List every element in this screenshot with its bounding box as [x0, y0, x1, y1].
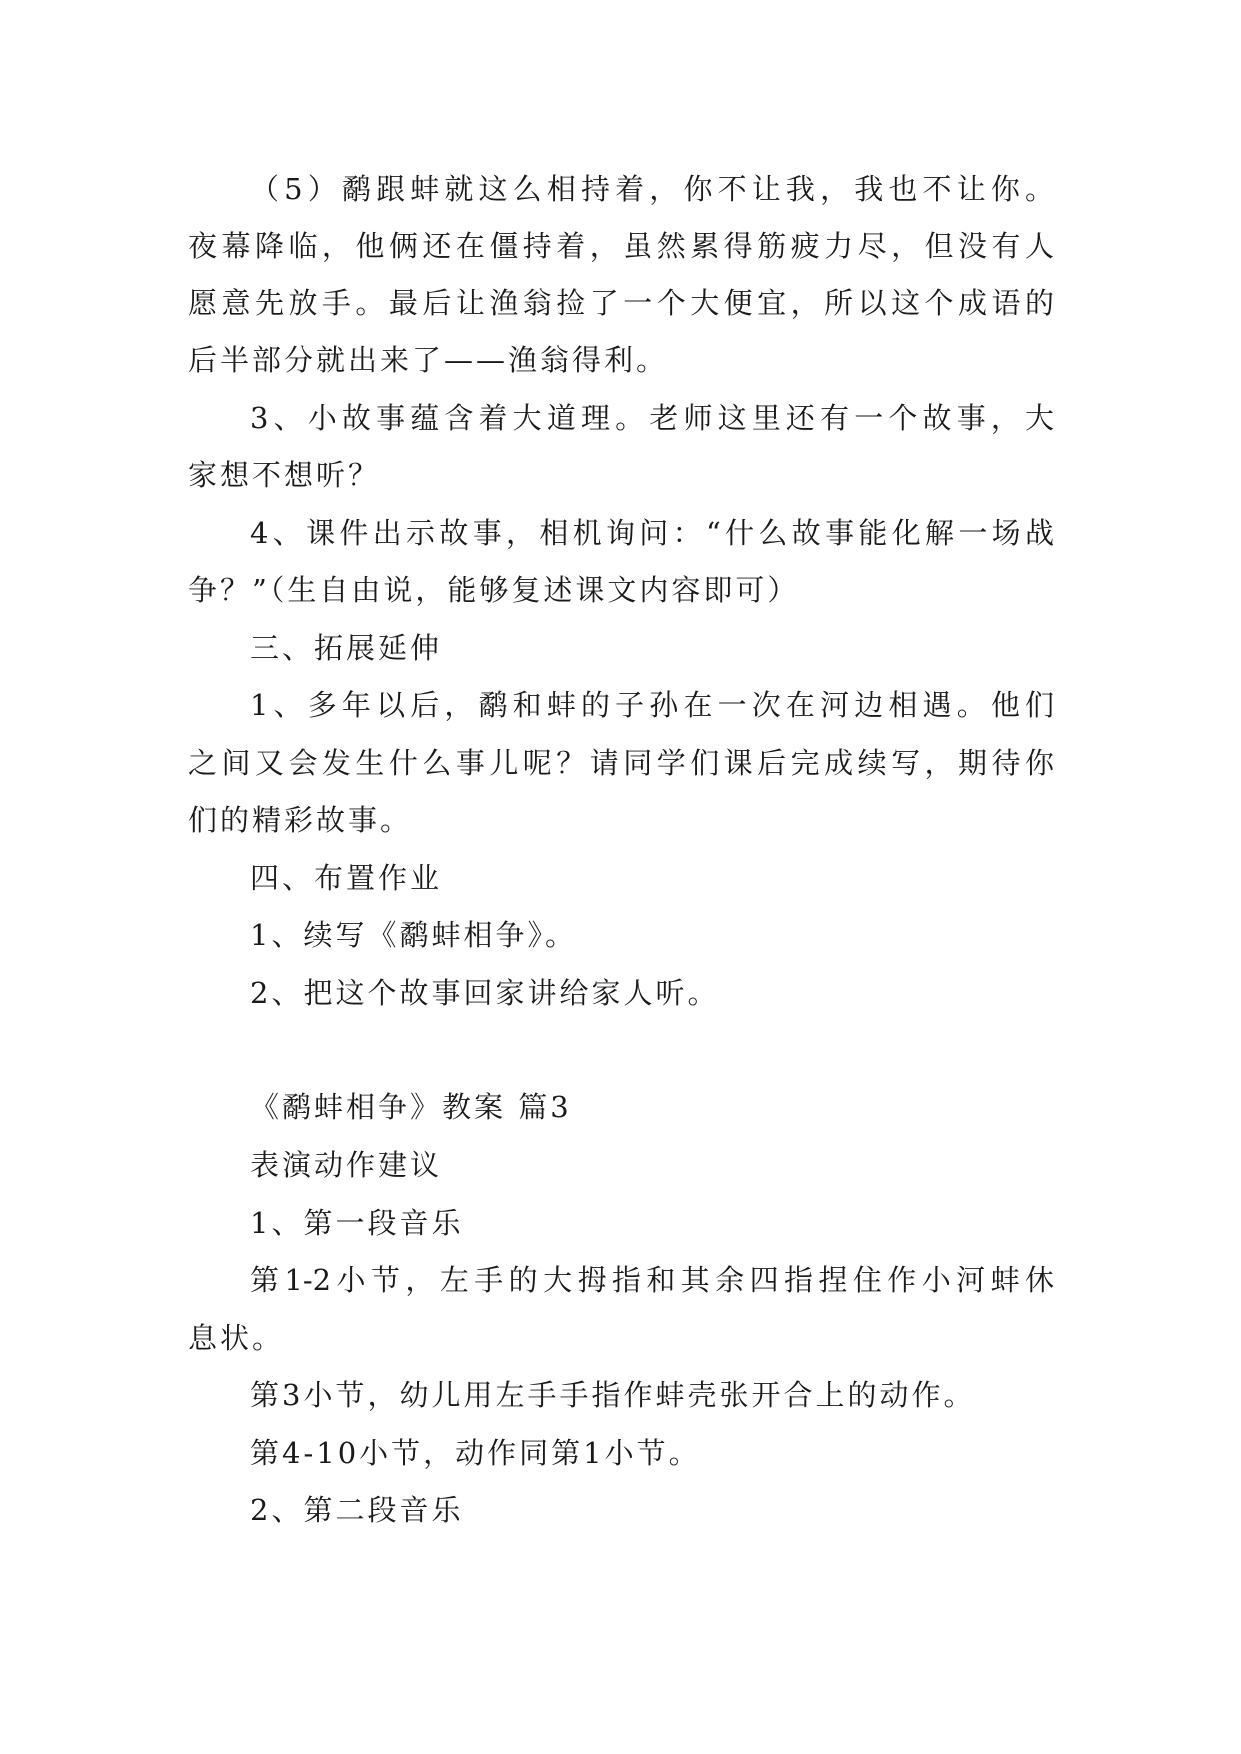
paragraph-line [0, 1256, 1241, 1304]
text-line: 夜幕降临，他俩还在僵持着，虽然累得筋疲力尽，但没有人 [188, 229, 1054, 263]
text-line: 家想不想听？ [188, 458, 381, 492]
paragraph-line [0, 796, 1241, 844]
paragraph-line [0, 911, 1241, 959]
paragraph-line [0, 451, 1241, 499]
paragraph-line [0, 1141, 1241, 1189]
paragraph-line [0, 165, 1241, 213]
text-line: 1、续写《鹬蚌相争》。 [250, 918, 577, 952]
paragraph-line [0, 681, 1241, 729]
paragraph-line [0, 279, 1241, 327]
text-line: （5）鹬跟蚌就这么相持着，你不让我，我也不让你。 [250, 172, 1054, 206]
text-line: 表演动作建议 [250, 1148, 443, 1182]
text-line: 三、拓展延伸 [250, 631, 443, 665]
text-line: 息状。 [188, 1321, 285, 1355]
section-title [0, 1083, 1241, 1131]
text-line: 第3小节，幼儿用左手手指作蚌壳张开合上的动作。 [250, 1378, 976, 1412]
text-line: 四、布置作业 [250, 861, 443, 895]
text-line: 《鹬蚌相争》教案 篇3 [250, 1090, 572, 1124]
text-line: 4、课件出示故事，相机询问：“什么故事能化解一场战 [250, 516, 1054, 550]
paragraph-line [0, 222, 1241, 270]
text-line: 之间又会发生什么事儿呢？请同学们课后完成续写，期待你 [188, 746, 1054, 780]
section-heading [0, 624, 1241, 672]
text-line: 1、多年以后，鹬和蚌的子孙在一次在河边相遇。他们 [250, 688, 1054, 722]
text-line: 第1-2小节，左手的大拇指和其余四指捏住作小河蚌休 [250, 1263, 1054, 1297]
text-line: 2、把这个故事回家讲给家人听。 [250, 976, 720, 1010]
paragraph-line [0, 739, 1241, 787]
paragraph-line [0, 566, 1241, 614]
paragraph-line [0, 509, 1241, 557]
text-line: 争？”（生自由说，能够复述课文内容即可） [188, 573, 800, 607]
paragraph-line [0, 1199, 1241, 1247]
text-line: 愿意先放手。最后让渔翁捡了一个大便宜，所以这个成语的 [188, 286, 1054, 320]
text-line: 3、小故事蕴含着大道理。老师这里还有一个故事，大 [250, 401, 1054, 435]
text-line: 2、第二段音乐 [250, 1493, 464, 1527]
text-line: 1、第一段音乐 [250, 1206, 464, 1240]
paragraph-line [0, 394, 1241, 442]
paragraph-line [0, 969, 1241, 1017]
paragraph-line [0, 1314, 1241, 1362]
paragraph-line [0, 1371, 1241, 1419]
paragraph-line [0, 1486, 1241, 1534]
paragraph-line [0, 336, 1241, 384]
text-line: 后半部分就出来了——渔翁得利。 [188, 343, 669, 377]
text-line: 第4-10小节，动作同第1小节。 [250, 1436, 701, 1470]
section-heading [0, 854, 1241, 902]
text-line: 们的精彩故事。 [188, 803, 413, 837]
paragraph-line [0, 1429, 1241, 1477]
